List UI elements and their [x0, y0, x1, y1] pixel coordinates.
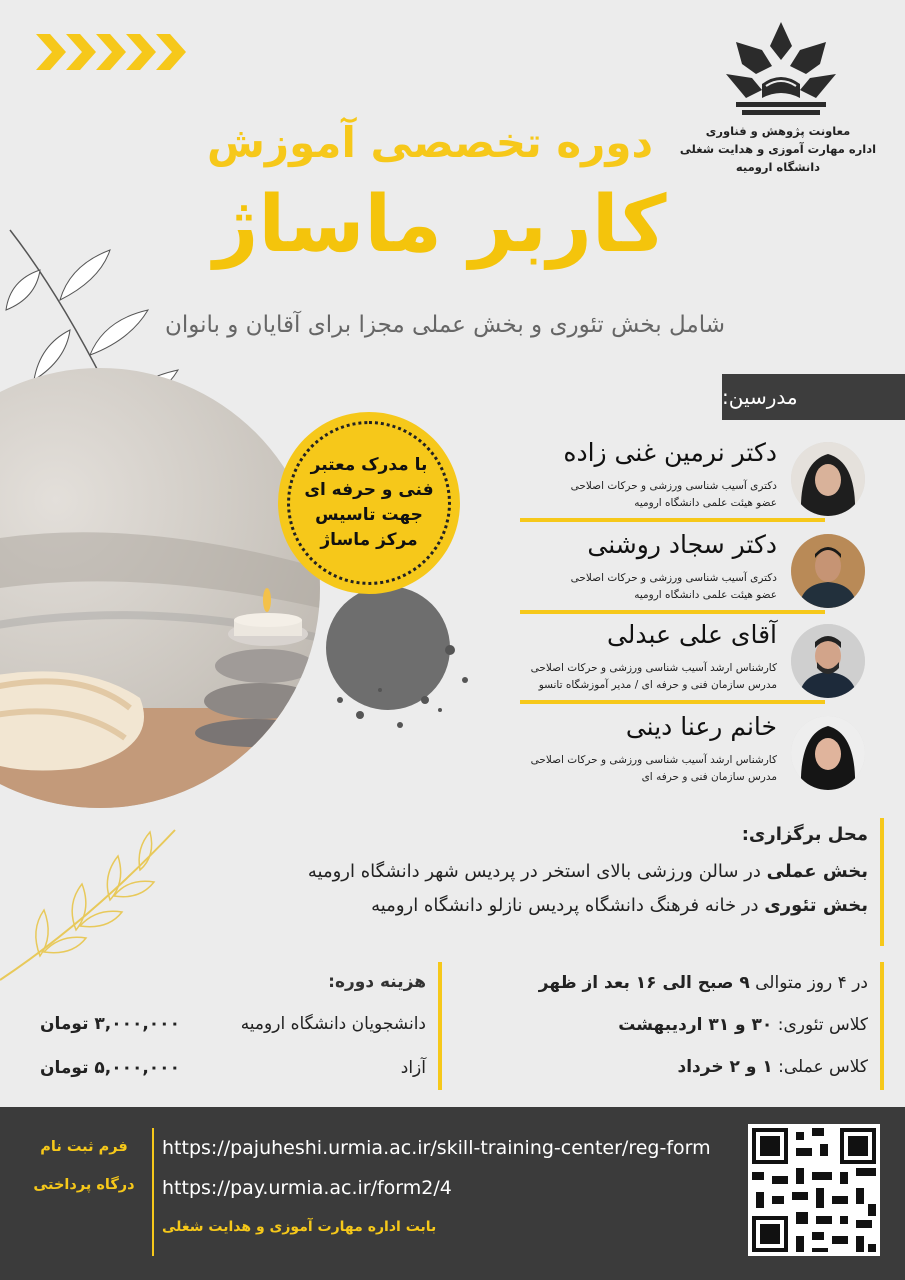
schedule-hours: ۹ صبح الی ۱۶ بعد از ظهر — [538, 973, 750, 993]
schedule-days-prefix: در ۴ روز متوالی — [749, 973, 868, 993]
instructor-divider — [520, 610, 825, 614]
instructor-divider — [520, 518, 825, 522]
course-subtitle: شامل بخش تئوری و بخش عملی مجزا برای آقایان و بانوان — [164, 312, 726, 338]
instructor-name: آقای علی عبدلی — [606, 620, 777, 649]
certificate-badge — [278, 412, 460, 594]
schedule-practical-dates: ۱ و ۲ خرداد — [677, 1057, 773, 1077]
payment-note: بابت اداره مهارت آموزی و هدایت شغلی — [162, 1219, 437, 1235]
footer-labels — [24, 1128, 144, 1204]
venue-title: محل برگزاری: — [741, 824, 868, 845]
instructor-card — [520, 618, 905, 704]
instructor-avatar — [791, 624, 865, 698]
course-title-line1: دوره تخصصی آموزش — [206, 118, 654, 167]
schedule-practical — [470, 1046, 868, 1088]
cost-row — [40, 1046, 426, 1090]
university-logo-icon — [722, 20, 840, 118]
venue-practical-text: در سالن ورزشی بالای استخر در پردیس شهر دانشگاه ارومیه — [307, 861, 767, 882]
instructor-avatar — [791, 442, 865, 516]
venue-theory-label: بخش تئوری — [764, 895, 868, 916]
cost-section — [40, 962, 442, 1090]
instructor-name: خانم رعنا دینی — [625, 712, 777, 741]
badge-line-2: فنی و حرفه ای — [304, 480, 434, 500]
cost-row — [40, 1002, 426, 1046]
instructor-position: عضو هیئت علمی دانشگاه ارومیه — [634, 589, 777, 601]
spa-scene-illustration — [0, 368, 320, 808]
org-line-2: اداره مهارت آموزی و هدایت شغلی — [679, 142, 877, 156]
payment-link[interactable]: https://pay.urmia.ac.ir/form2/4 — [162, 1177, 452, 1199]
instructor-name: دکتر نرمین غنی زاده — [563, 438, 777, 467]
instructor-degree: دکتری آسیب شناسی ورزشی و حرکات اصلاحی — [570, 572, 777, 584]
chevron-arrows-icon — [36, 34, 186, 70]
instructor-position: عضو هیئت علمی دانشگاه ارومیه — [634, 497, 777, 509]
instructor-position: مدرس سازمان فنی و حرفه ای / مدیر آموزشگاه تانسو — [538, 679, 777, 691]
instructors-label: مدرسین: — [722, 374, 905, 420]
instructor-avatar — [791, 534, 865, 608]
reg-form-label: فرم ثبت نام — [40, 1139, 128, 1155]
instructor-degree: کارشناس ارشد آسیب شناسی ورزشی و حرکات اصلاحی — [530, 754, 777, 766]
reg-form-link[interactable]: https://pajuheshi.urmia.ac.ir/skill-training-center/reg-form — [162, 1137, 711, 1159]
instructor-name: دکتر سجاد روشنی — [587, 530, 777, 559]
footer-links — [162, 1128, 732, 1246]
venue-practical-label: بخش عملی — [766, 861, 868, 882]
footer-divider — [152, 1128, 154, 1256]
schedule-theory-dates: ۳۰ و ۳۱ اردیبهشت — [618, 1015, 773, 1035]
instructor-card — [520, 710, 905, 796]
cost-amount: ۵,۰۰۰,۰۰۰ تومان — [40, 1058, 180, 1078]
cost-amount: ۳,۰۰۰,۰۰۰ تومان — [40, 1014, 180, 1034]
cost-title: هزینه دوره: — [328, 972, 426, 992]
course-title-line2: کاربر ماساژ — [213, 180, 667, 270]
spa-photo — [0, 368, 320, 808]
instructor-divider — [520, 700, 825, 704]
schedule-days — [470, 962, 868, 1004]
org-line-3: دانشگاه ارومیه — [735, 160, 821, 174]
instructor-degree: دکتری آسیب شناسی ورزشی و حرکات اصلاحی — [570, 480, 777, 492]
instructor-card — [520, 528, 905, 614]
venue-practical — [240, 855, 868, 889]
org-line-1: معاونت پژوهش و فناوری — [705, 124, 851, 138]
cost-label: دانشجویان دانشگاه ارومیه — [240, 1014, 426, 1034]
schedule-section — [470, 962, 884, 1090]
venue-theory — [240, 889, 868, 923]
badge-line-3: جهت تاسیس — [315, 505, 423, 525]
instructor-degree: کارشناس ارشد آسیب شناسی ورزشی و حرکات اصلاحی — [530, 662, 777, 674]
instructor-avatar — [791, 716, 865, 790]
badge-line-1: با مدرک معتبر — [310, 455, 428, 475]
qr-code-icon[interactable] — [748, 1124, 880, 1256]
schedule-practical-prefix: کلاس عملی: — [772, 1057, 868, 1077]
org-name-block — [678, 122, 878, 176]
cost-label: آزاد — [400, 1058, 426, 1078]
venue-section — [240, 818, 884, 946]
venue-theory-text: در خانه فرهنگ دانشگاه پردیس نازلو دانشگاه ارومیه — [371, 895, 765, 916]
schedule-theory — [470, 1004, 868, 1046]
decorative-dots-icon — [300, 630, 480, 740]
instructor-position: مدرس سازمان فنی و حرفه ای — [641, 771, 777, 783]
payment-label: درگاه پرداختی — [33, 1177, 135, 1193]
badge-line-4: مرکز ماساژ — [320, 530, 418, 550]
schedule-theory-prefix: کلاس تئوری: — [772, 1015, 868, 1035]
badge-inner — [287, 421, 451, 585]
instructor-card — [520, 436, 905, 522]
